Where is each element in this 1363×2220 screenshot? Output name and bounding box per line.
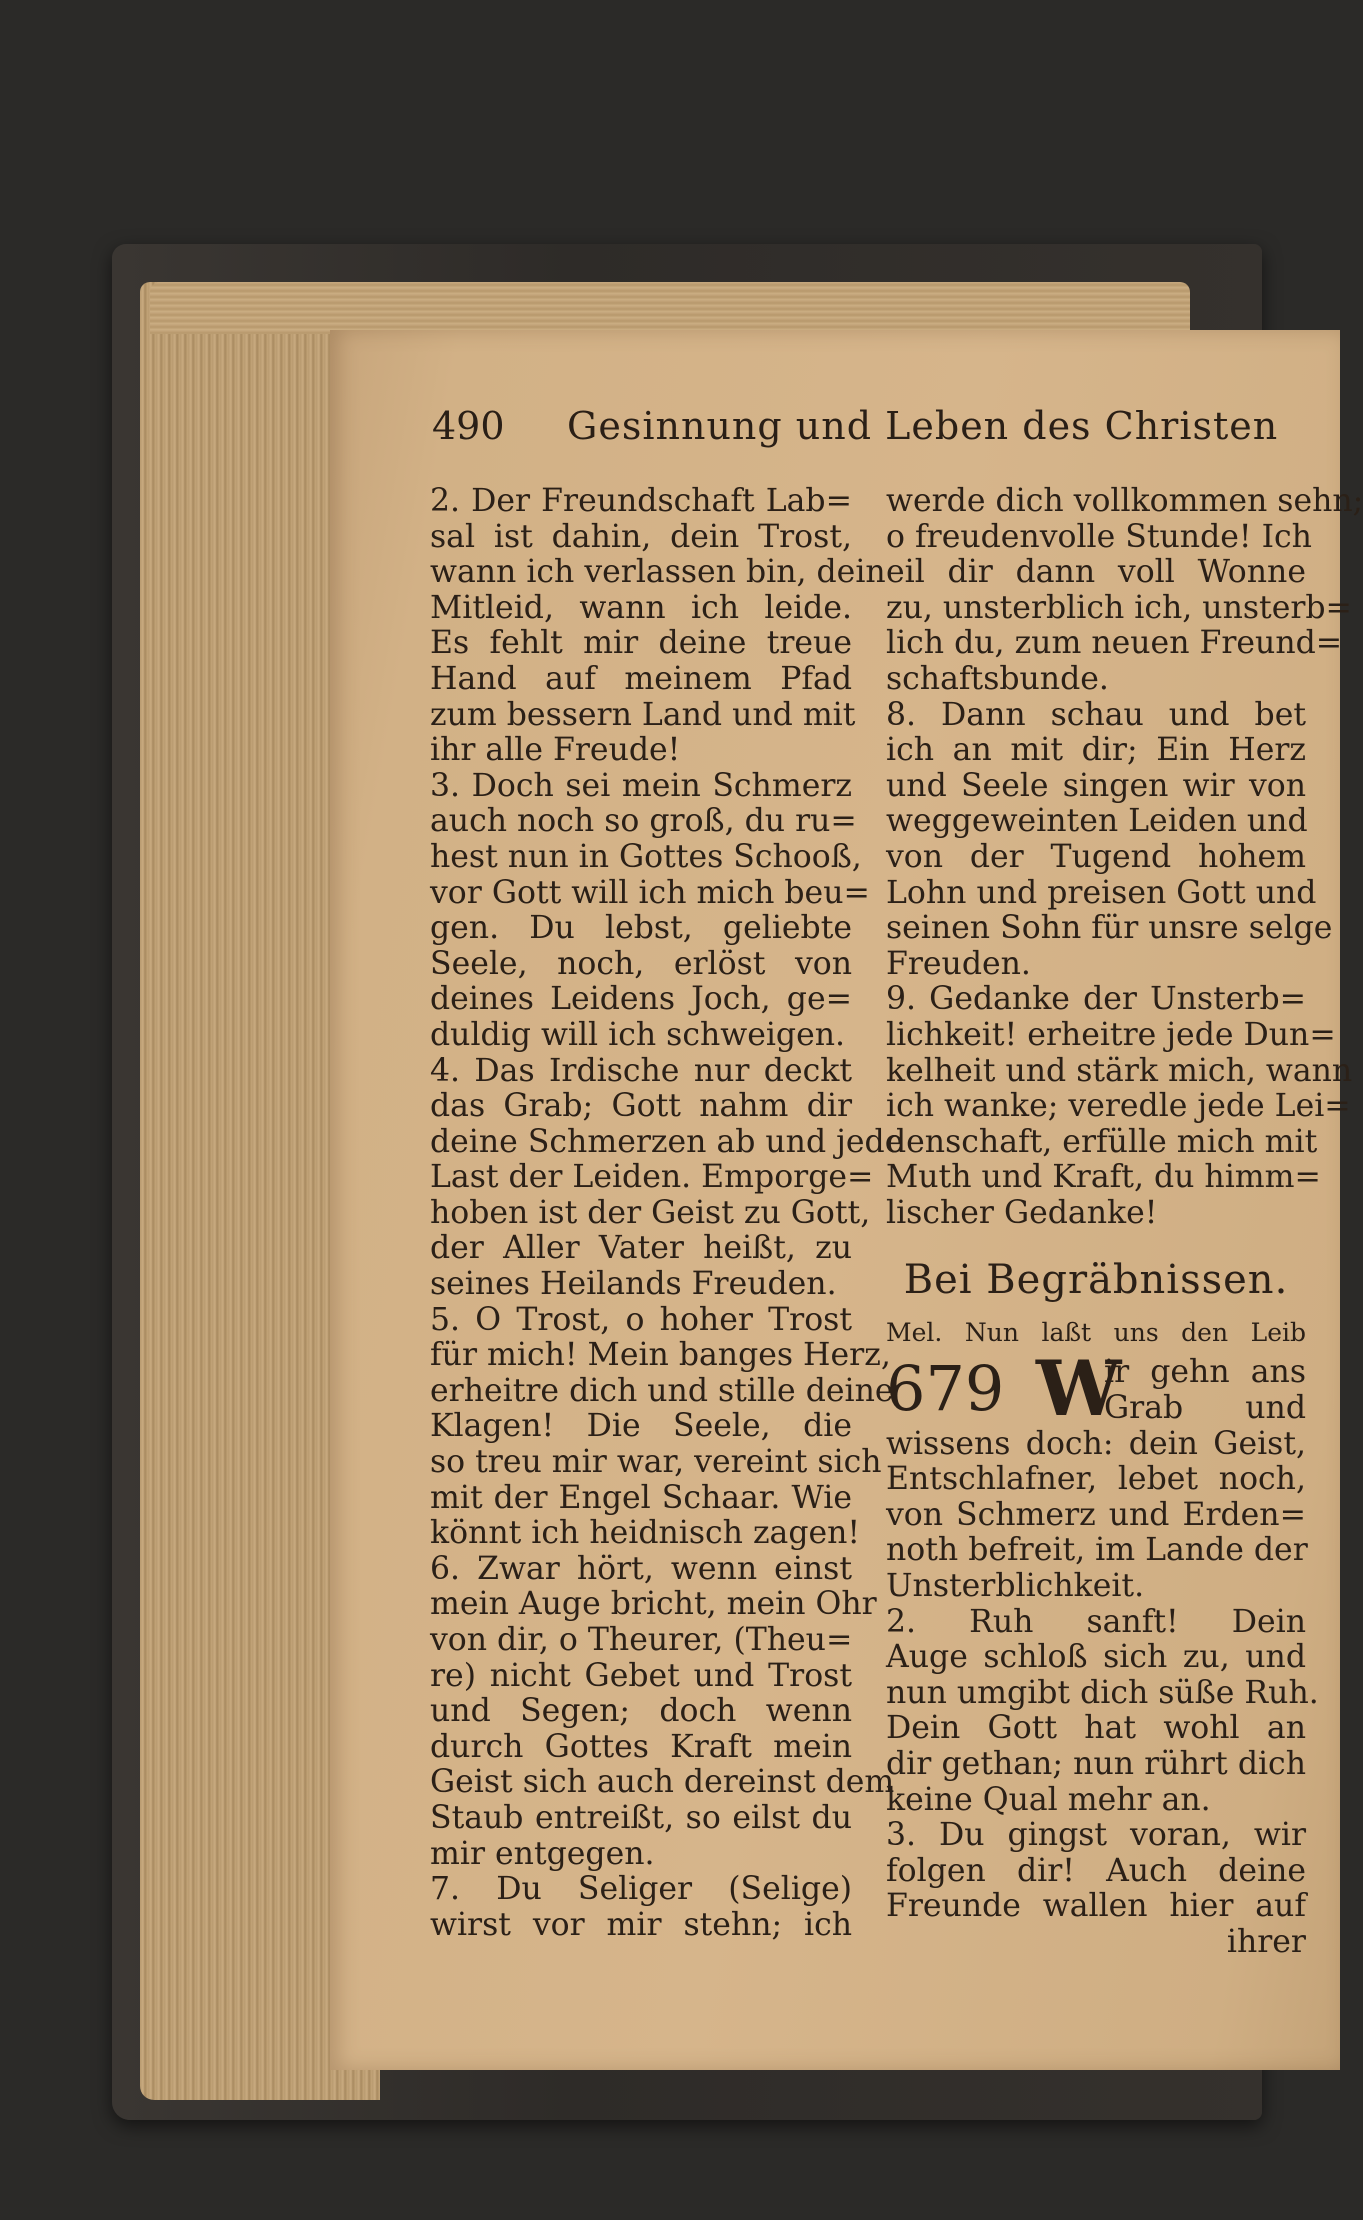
text-line: Geist sich auch dereinst dem [430, 1764, 895, 1801]
text-line: auch noch so groß, du ru= [430, 803, 857, 840]
section-title: Bei Begräbnissen. [903, 1257, 1289, 1304]
text-line: 2. Ruh sanft! Dein [886, 1603, 1306, 1640]
text-line: Hand auf meinem Pfad [430, 660, 852, 697]
text-line: wirst vor mir stehn; ich [430, 1906, 852, 1943]
text-line: 6. Zwar hört, wenn einst [430, 1550, 852, 1587]
text-line: dir gethan; nun rührt dich [886, 1746, 1306, 1782]
melody-line: Mel. Nun laßt uns den Leib [886, 1318, 1306, 1348]
text-line: lichkeit! erheitre jede Dun= [886, 1016, 1336, 1053]
text-line: so treu mir war, vereint sich [430, 1444, 882, 1481]
hymn-number: 679 [886, 1352, 1005, 1426]
text-line: zu, unsterblich ich, unsterb= [886, 589, 1352, 626]
text-line: schaftsbunde. [886, 660, 1109, 697]
text-line: keine Qual mehr an. [886, 1781, 1211, 1818]
text-line: wissens doch: dein Geist, [886, 1425, 1306, 1462]
text-line: von dir, o Theurer, (Theu= [430, 1622, 853, 1658]
catchword: ihrer [1226, 1923, 1306, 1960]
text-line: 7. Du Seliger (Selige) [430, 1871, 852, 1908]
text-line: Last der Leiden. Emporge= [430, 1159, 874, 1196]
text-line: Auge schloß sich zu, und [886, 1639, 1306, 1676]
text-line: könnt ich heidnisch zagen! [430, 1515, 861, 1552]
text-line: mein Auge bricht, mein Ohr [430, 1586, 877, 1623]
text-line: ich wanke; veredle jede Lei= [886, 1088, 1351, 1125]
text-line: werde dich vollkommen sehn; [886, 483, 1363, 519]
text-line: der Aller Vater heißt, zu [430, 1230, 852, 1267]
text-line: von der Tugend hohem [886, 838, 1306, 875]
text-line: von Schmerz und Erden= [886, 1496, 1306, 1533]
text-line: sal ist dahin, dein Trost, [430, 518, 852, 555]
text-line: 4. Das Irdische nur deckt [430, 1052, 852, 1089]
text-line: denschaft, erfülle mich mit [886, 1123, 1318, 1160]
text-line: 8. Dann schau und bet [886, 696, 1306, 733]
text-line: Dein Gott hat wohl an [886, 1710, 1306, 1747]
text-line: hest nun in Gottes Schooß, [430, 838, 862, 875]
text-line: re) nicht Gebet und Trost [430, 1657, 852, 1694]
text-line: lich du, zum neuen Freund= [886, 625, 1343, 662]
page-number: 490 [432, 404, 505, 448]
text-line: noth befreit, im Lande der [886, 1532, 1308, 1569]
text-line: Muth und Kraft, du himm= [886, 1159, 1321, 1196]
text-line: gen. Du lebst, geliebte [430, 910, 852, 947]
right-column-bottom [886, 1425, 1319, 1925]
text-line: ich an mit dir; Ein Herz [886, 732, 1306, 769]
page-header [432, 404, 1279, 464]
text-line: Klagen! Die Seele, die [430, 1408, 852, 1445]
text-line: folgen dir! Auch deine [886, 1852, 1306, 1889]
text-line: Es fehlt mir deine treue [430, 625, 852, 662]
text-line: ir gehn ans [1104, 1354, 1306, 1391]
hymn-first-lines [1104, 1355, 1306, 1426]
right-column-top [886, 483, 1363, 1231]
text-line: o freudenvolle Stunde! Ich [886, 518, 1312, 555]
text-line: 5. O Trost, o hoher Trost [430, 1301, 852, 1338]
text-line: duldig will ich schweigen. [430, 1016, 846, 1053]
text-line: seines Heilands Freuden. [430, 1266, 837, 1303]
text-line: Freunde wallen hier auf [886, 1888, 1306, 1925]
text-line: ihr alle Freude! [430, 732, 681, 769]
running-title: Gesinnung und Leben des Christen [567, 404, 1279, 448]
text-line: weggeweinten Leiden und [886, 803, 1308, 840]
text-line: Mitleid, wann ich leide. [430, 589, 852, 626]
left-column [430, 483, 904, 1943]
text-line: mir entgegen. [430, 1835, 655, 1872]
text-line: kelheit und stärk mich, wann [886, 1052, 1353, 1089]
text-line: Staub entreißt, so eilst du [430, 1799, 852, 1836]
text-line: deines Leidens Joch, ge= [430, 981, 852, 1018]
text-line: Grab und [1104, 1390, 1306, 1427]
text-line: 3. Du gingst voran, wir [886, 1817, 1306, 1854]
text-line: zum bessern Land und mit [430, 696, 856, 733]
text-line: Lohn und preisen Gott und [886, 874, 1317, 911]
text-line: und Seele singen wir von [886, 767, 1306, 804]
text-line: lischer Gedanke! [886, 1194, 1158, 1231]
text-line: wann ich verlassen bin, dein [430, 554, 886, 591]
text-line: hoben ist der Geist zu Gott, [430, 1194, 871, 1231]
text-line: Seele, noch, erlöst von [430, 945, 852, 982]
text-line: 2. Der Freundschaft Lab= [430, 483, 852, 519]
text-line: Entschlafner, lebet noch, [886, 1461, 1306, 1498]
text-line: für mich! Mein banges Herz, [430, 1337, 891, 1374]
text-line: durch Gottes Kraft mein [430, 1728, 852, 1765]
text-line: deine Schmerzen ab und jede [430, 1123, 904, 1160]
text-line: erheitre dich und stille deine [430, 1372, 894, 1409]
text-line: und Segen; doch wenn [430, 1693, 852, 1730]
text-line: 9. Gedanke der Unsterb= [886, 981, 1306, 1018]
text-line: vor Gott will ich mich beu= [430, 874, 870, 911]
right-column [886, 483, 1363, 1961]
text-line: Freuden. [886, 945, 1031, 982]
text-line: 3. Doch sei mein Schmerz [430, 767, 852, 804]
text-line: mit der Engel Schaar. Wie [430, 1479, 852, 1516]
text-line: Unsterblichkeit. [886, 1568, 1145, 1605]
page-edges-top [150, 282, 1190, 334]
hymn-start [886, 1344, 1306, 1434]
text-line: seinen Sohn für unsre selge [886, 910, 1333, 947]
text-line: das Grab; Gott nahm dir [430, 1088, 852, 1125]
text-line: eil dir dann voll Wonne [886, 554, 1306, 591]
text-line: nun umgibt dich süße Ruh. [886, 1674, 1319, 1711]
drop-cap: W [1036, 1344, 1122, 1434]
